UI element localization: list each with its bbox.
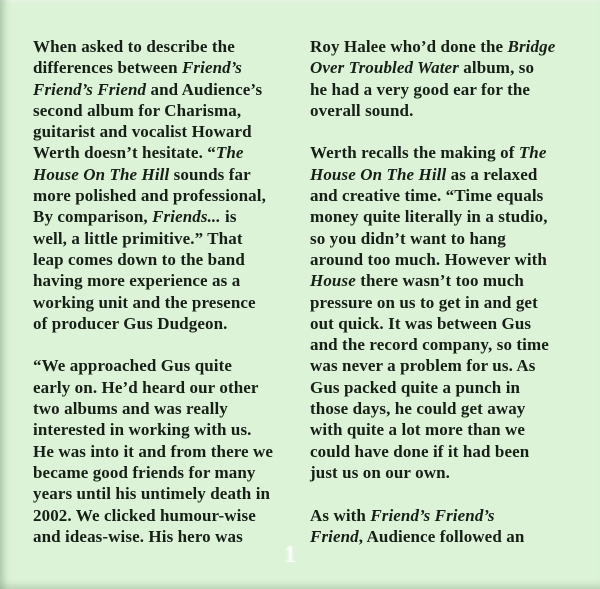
text-line — [33, 249, 273, 270]
text-line — [33, 57, 273, 78]
text-line — [310, 270, 555, 291]
text-segment-italic: The — [518, 143, 547, 163]
text-line — [310, 441, 555, 462]
text-line — [33, 79, 273, 100]
text-segment-italic: Friends... — [152, 207, 221, 227]
text-line — [310, 398, 555, 419]
text-line — [310, 377, 555, 398]
text-line — [33, 185, 273, 206]
text-line — [310, 334, 555, 355]
text-line — [310, 462, 555, 483]
text-segment: money quite literally in a studio, — [310, 207, 548, 227]
text-segment-italic: House On The Hill — [33, 164, 170, 184]
text-segment: sounds far — [169, 164, 251, 184]
text-line — [310, 249, 555, 270]
text-line — [33, 419, 273, 440]
text-segment: as a relaxed — [446, 164, 538, 184]
text-segment: pressure on us to get in and get — [310, 292, 538, 312]
text-segment-italic: Friend’s Friend — [33, 79, 147, 99]
text-segment: two albums and was really — [33, 399, 228, 419]
text-line — [33, 36, 273, 57]
text-line — [33, 121, 273, 142]
text-segment: out quick. It was between Gus — [310, 313, 532, 333]
text-column-left — [33, 36, 273, 547]
text-segment: just us on our own. — [310, 462, 450, 482]
text-line — [310, 36, 555, 57]
text-segment: was never a problem for us. As — [310, 356, 536, 376]
text-segment: became good friends for many — [33, 462, 256, 482]
text-line — [33, 164, 273, 185]
text-segment: and ideas-wise. His hero was — [33, 526, 243, 546]
text-segment: By comparison, — [33, 207, 153, 227]
text-line — [33, 462, 273, 483]
text-segment: guitarist and vocalist Howard — [33, 122, 252, 142]
text-segment: so you didn’t want to hang — [310, 228, 506, 248]
text-segment: could have done if it had been — [310, 441, 530, 461]
text-line — [33, 206, 273, 227]
page-number: 1 — [284, 542, 296, 568]
text-segment-italic: House On The Hill — [310, 164, 447, 184]
text-segment-italic: Friend — [310, 526, 359, 546]
text-line — [310, 292, 555, 313]
text-segment-italic: Over Troubled Water — [310, 58, 459, 78]
text-line — [33, 483, 273, 504]
text-segment: Werth recalls the making of — [310, 143, 519, 163]
text-segment: He was into it and from there we — [33, 441, 274, 461]
text-line — [33, 505, 273, 526]
text-line — [33, 313, 273, 334]
text-line — [33, 355, 273, 376]
text-segment: well, a little primitive.” That — [33, 228, 243, 248]
text-line — [310, 100, 555, 121]
text-segment: , Audience followed an — [358, 526, 525, 546]
text-line — [310, 526, 555, 547]
text-segment: of producer Gus Dudgeon. — [33, 313, 228, 333]
text-line — [310, 505, 555, 526]
text-line — [310, 164, 555, 185]
text-line — [33, 142, 273, 163]
text-segment: second album for Charisma, — [33, 100, 242, 120]
text-line — [310, 57, 555, 78]
text-line — [310, 185, 555, 206]
text-segment: Werth doesn’t hesitate. “ — [33, 143, 216, 163]
blank-line — [310, 121, 555, 142]
text-segment: working unit and the presence — [33, 292, 256, 312]
text-segment: When asked to describe the — [33, 37, 235, 56]
text-segment-italic: Friend’s Friend’s — [370, 505, 495, 525]
text-segment: is — [220, 207, 237, 227]
text-line — [310, 419, 555, 440]
text-line — [310, 142, 555, 163]
text-segment-italic: Bridge — [507, 37, 556, 56]
text-segment: differences between — [33, 58, 182, 78]
text-segment: and Audience’s — [146, 79, 263, 99]
text-line — [310, 228, 555, 249]
text-segment: having more experience as a — [33, 271, 241, 291]
text-segment: overall sound. — [310, 100, 414, 120]
text-line — [310, 79, 555, 100]
text-line — [33, 100, 273, 121]
text-line — [33, 377, 273, 398]
text-segment-italic: The — [215, 143, 244, 163]
text-line — [33, 441, 273, 462]
blank-line — [310, 483, 555, 504]
blank-line — [33, 334, 273, 355]
text-segment: album, so — [458, 58, 535, 78]
text-line — [33, 292, 273, 313]
text-segment: and the record company, so time — [310, 335, 549, 355]
text-segment-italic: Friend’s — [181, 58, 242, 78]
text-line — [33, 398, 273, 419]
text-segment: interested in working with us. — [33, 420, 252, 440]
text-line — [33, 270, 273, 291]
text-segment: and creative time. “Time equals — [310, 186, 544, 206]
text-line — [33, 526, 273, 547]
text-segment-italic: House — [310, 271, 356, 291]
text-segment: Roy Halee who’d done the — [310, 37, 508, 56]
text-segment: leap comes down to the band — [33, 249, 245, 269]
text-segment: more polished and professional, — [33, 186, 266, 206]
text-line — [310, 206, 555, 227]
text-column-right — [310, 36, 555, 547]
text-segment: with quite a lot more than we — [310, 420, 526, 440]
text-segment: early on. He’d heard our other — [33, 377, 259, 397]
text-segment: around too much. However with — [310, 249, 547, 269]
text-segment: As with — [310, 505, 371, 525]
text-segment: there wasn’t too much — [355, 271, 524, 291]
text-segment: 2002. We clicked humour-wise — [33, 505, 256, 525]
text-segment: years until his untimely death in — [33, 484, 271, 504]
text-line — [310, 313, 555, 334]
text-segment: he had a very good ear for the — [310, 79, 531, 99]
text-segment: “We approached Gus quite — [33, 356, 233, 376]
text-line — [33, 228, 273, 249]
text-segment: those days, he could get away — [310, 399, 526, 419]
text-line — [310, 355, 555, 376]
text-segment: Gus packed quite a punch in — [310, 377, 521, 397]
